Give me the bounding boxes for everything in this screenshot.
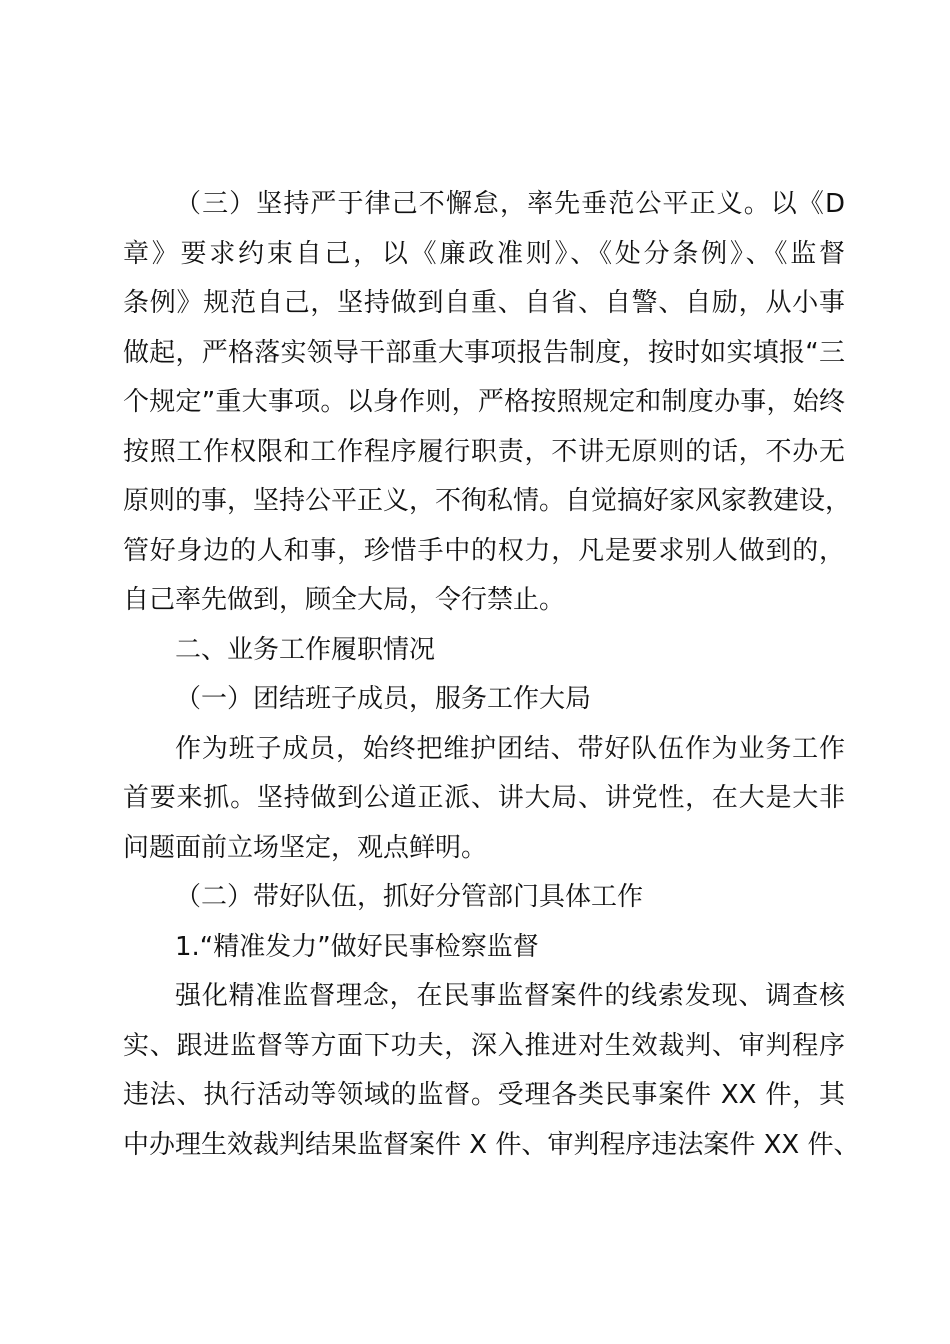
paragraph-line: 作为班子成员，始终把维护团结、带好队伍作为业务工作 bbox=[175, 733, 845, 764]
document-body bbox=[123, 180, 860, 1170]
paragraph-line: 实、跟进监督等方面下功夫，深入推进对生效裁判、审判程序 bbox=[123, 1030, 845, 1061]
paragraph-line: 中办理生效裁判结果监督案件 X 件、审判程序违法案件 XX 件、 bbox=[123, 1129, 860, 1160]
paragraph-line: 首要来抓。坚持做到公道正派、讲大局、讲党性，在大是大非 bbox=[123, 783, 845, 813]
subsection-heading: （一）团结班子成员，服务工作大局 bbox=[175, 684, 592, 714]
paragraph-line: 原则的事，坚持公平正义，不徇私情。自觉搞好家风家教建设， bbox=[123, 486, 852, 516]
paragraph-line: 管好身边的人和事，珍惜手中的权力，凡是要求别人做到的， bbox=[123, 535, 845, 566]
paragraph-line: 条例》规范自己，坚持做到自重、自省、自警、自励，从小事 bbox=[123, 288, 845, 318]
subsection-heading: （二）带好队伍，抓好分管部门具体工作 bbox=[175, 882, 644, 912]
paragraph-line: 自己率先做到，顾全大局，令行禁止。 bbox=[123, 585, 566, 615]
paragraph-line: 做起，严格落实领导干部重大事项报告制度，按时如实填报“三 bbox=[123, 337, 845, 368]
section-heading: 二、业务工作履职情况 bbox=[175, 634, 436, 665]
paragraph-line: 强化精准监督理念，在民事监督案件的线索发现、调查核 bbox=[175, 981, 845, 1011]
paragraph-line: 按照工作权限和工作程序履行职责，不讲无原则的话，不办无 bbox=[123, 436, 845, 467]
paragraph-line: 章》要求约束自己，以《廉政准则》、《处分条例》、《监督 bbox=[123, 238, 845, 269]
paragraph-line: 违法、执行活动等领域的监督。受理各类民事案件 XX 件，其 bbox=[123, 1080, 845, 1110]
paragraph-line: 个规定”重大事项。以身作则，严格按照规定和制度办事，始终 bbox=[123, 387, 845, 417]
item-heading: 1.“精准发力”做好民事检察监督 bbox=[175, 931, 539, 962]
paragraph-line: 问题面前立场坚定，观点鲜明。 bbox=[123, 832, 488, 863]
paragraph-line: （三）坚持严于律己不懈怠，率先垂范公平正义。以《D bbox=[175, 189, 845, 219]
